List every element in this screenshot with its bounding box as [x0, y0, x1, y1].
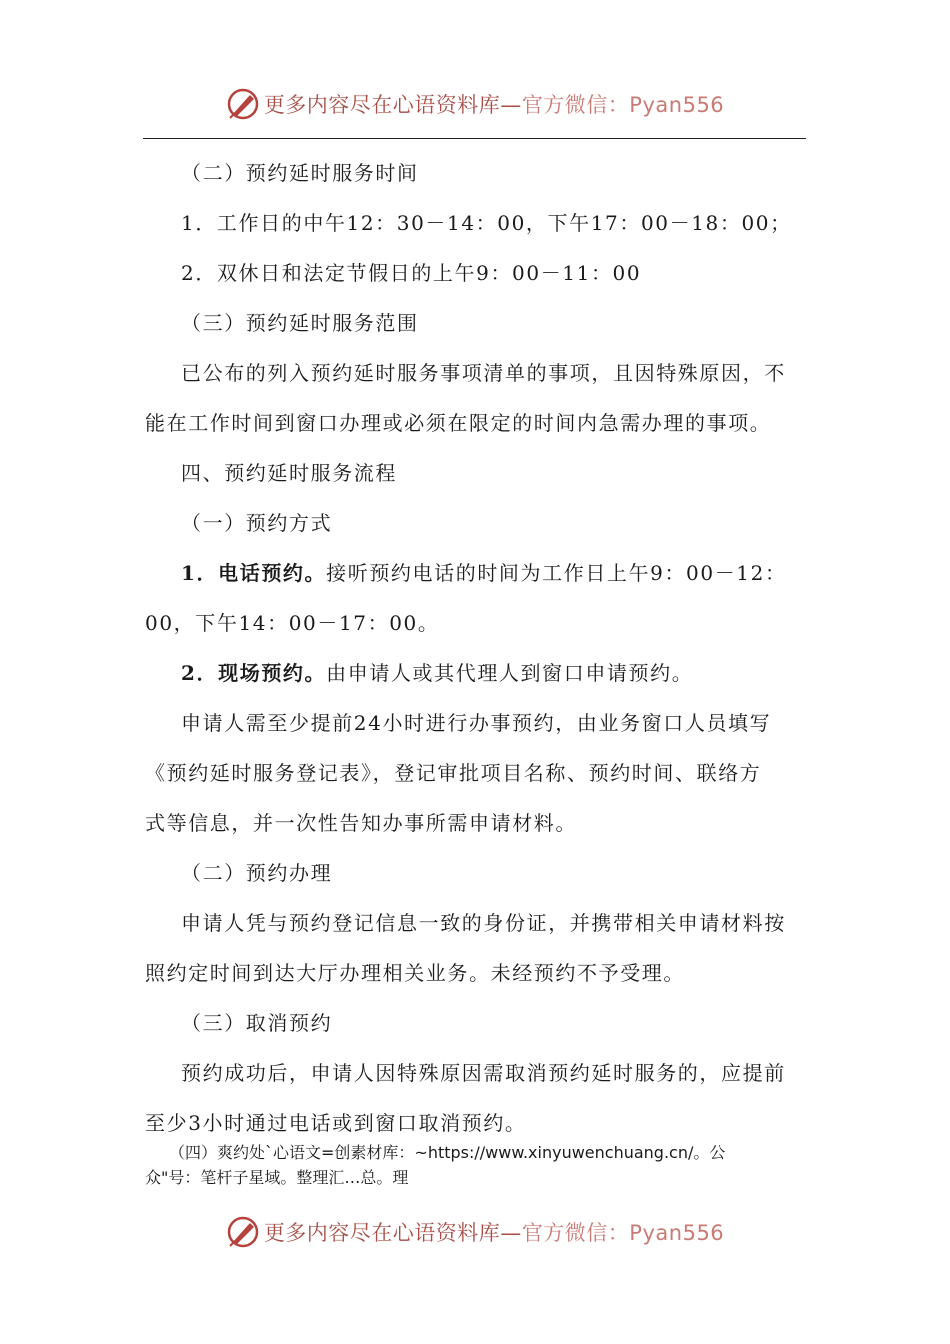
banner-text: 更多内容尽在心语资料库—官方微信：Pyan556 — [263, 1221, 725, 1245]
heading-cancel-booking: （三）取消预约 — [181, 1011, 333, 1035]
handling-line-2: 照约定时间到达大厅办理相关业务。未经预约不予受理。 — [145, 961, 685, 985]
onsite-booking-label: 2．现场预约。 — [181, 661, 327, 685]
heading-booking-method: （一）预约方式 — [181, 511, 333, 535]
item-holiday-time: 2．双休日和法定节假日的上午9：00－11：00 — [181, 261, 642, 285]
item-workday-time: 1．工作日的中午12：30－14：00，下午17：00－18：00； — [181, 211, 792, 235]
phone-booking-label: 1．电话预约。 — [181, 561, 327, 585]
footer-note-line-2: 众"号：笔杆子星域。整理汇…总。理 — [145, 1168, 409, 1187]
heading-service-scope: （三）预约延时服务范围 — [181, 311, 419, 335]
header-rule — [143, 138, 806, 139]
banner-text: 更多内容尽在心语资料库—官方微信：Pyan556 — [263, 93, 725, 117]
footer-note — [145, 1140, 805, 1190]
phone-booking-line-2: 00，下午14：00－17：00。 — [145, 611, 440, 635]
cancel-line-2: 至少3小时通过电话或到窗口取消预约。 — [145, 1111, 527, 1135]
advance-line-2: 《预约延时服务登记表》，登记审批项目名称、预约时间、联络方 — [145, 761, 762, 785]
heading-service-process: 四、预约延时服务流程 — [181, 461, 397, 485]
onsite-booking: 2．现场预约。由申请人或其代理人到窗口申请预约。 — [181, 661, 694, 685]
scope-line-2: 能在工作时间到窗口办理或必须在限定的时间内急需办理的事项。 — [145, 411, 772, 435]
scope-line-1: 已公布的列入预约延时服务事项清单的事项，且因特殊原因，不 — [181, 361, 786, 385]
footer-banner — [0, 1210, 950, 1254]
pen-logo-icon — [226, 1215, 260, 1249]
heading-booking-handling: （二）预约办理 — [181, 861, 333, 885]
advance-line-1: 申请人需至少提前24小时进行办事预约，由业务窗口人员填写 — [181, 711, 772, 735]
pen-logo-icon — [226, 87, 260, 121]
cancel-line-1: 预约成功后，申请人因特殊原因需取消预约延时服务的，应提前 — [181, 1061, 786, 1085]
handling-line-1: 申请人凭与预约登记信息一致的身份证，并携带相关申请材料按 — [181, 911, 786, 935]
header-banner — [0, 82, 950, 126]
phone-booking-line-1: 1．电话预约。接听预约电话的时间为工作日上午9：00－12： — [181, 561, 787, 585]
heading-service-time: （二）预约延时服务时间 — [181, 161, 419, 185]
advance-line-3: 式等信息，并一次性告知办事所需申请材料。 — [145, 811, 577, 835]
footer-note-line-1: （四）爽约处`心语文=创素材库：~https://www.xinyuwenchuang.cn/。公 — [169, 1143, 726, 1162]
document-body — [145, 148, 807, 1148]
